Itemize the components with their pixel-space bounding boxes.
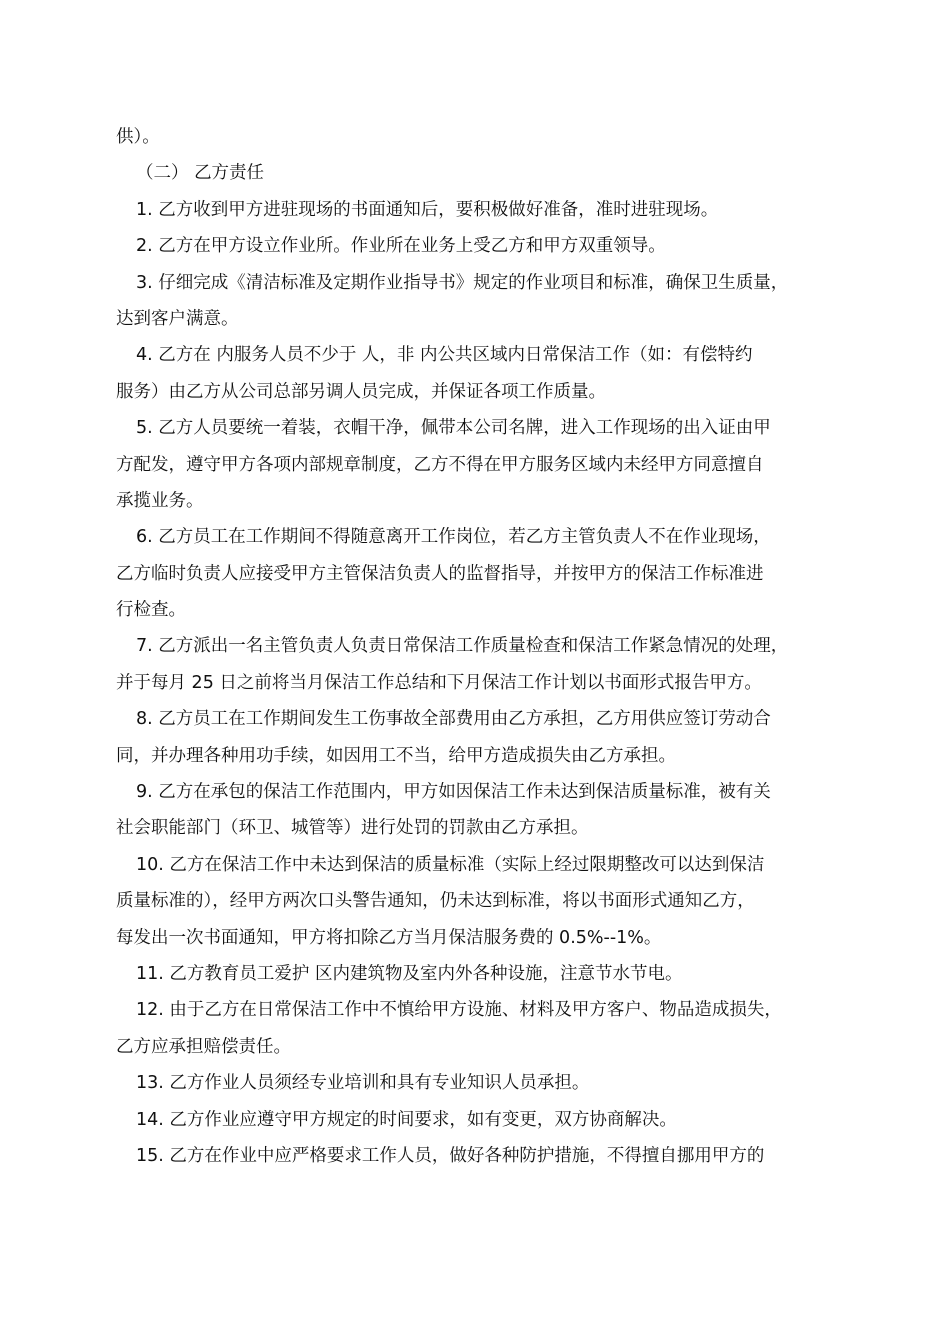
paragraph-line: 达到客户满意。 — [116, 308, 239, 329]
paragraph-line: 方配发，遵守甲方各项内部规章制度，乙方不得在甲方服务区域内未经甲方同意擅自 — [116, 454, 764, 475]
paragraph-first-line: 8. 乙方员工在工作期间发生工伤事故全部费用由乙方承担，乙方用供应签订劳动合 — [136, 709, 771, 730]
paragraph-line: 社会职能部门（环卫、城管等）进行处罚的罚款由乙方承担。 — [116, 818, 589, 839]
paragraph-first-line: 10. 乙方在保洁工作中未达到保洁的质量标准（实际上经过限期整改可以达到保洁 — [136, 854, 765, 875]
document-page — [116, 119, 838, 1174]
paragraph — [116, 847, 838, 956]
paragraph-line: 乙方应承担赔偿责任。 — [116, 1036, 291, 1057]
paragraph — [116, 228, 838, 264]
paragraph — [116, 956, 838, 992]
paragraph-line: 乙方临时负责人应接受甲方主管保洁负责人的监督指导，并按甲方的保洁工作标准进 — [116, 563, 764, 584]
paragraph-first-line: 14. 乙方作业应遵守甲方规定的时间要求，如有变更，双方协商解决。 — [136, 1109, 677, 1130]
paragraph-first-line: 15. 乙方在作业中应严格要求工作人员，做好各种防护措施，不得擅自挪用甲方的 — [136, 1145, 765, 1166]
paragraph — [116, 628, 838, 701]
paragraph-first-line: 3. 仔细完成《清洁标准及定期作业指导书》规定的作业项目和标准，确保卫生质量， — [136, 272, 789, 293]
paragraph-first-line: 7. 乙方派出一名主管负责人负责日常保洁工作质量检查和保洁工作紧急情况的处理， — [136, 636, 789, 657]
paragraph — [116, 337, 838, 410]
paragraph — [116, 519, 838, 628]
paragraph — [116, 1065, 838, 1101]
paragraph-first-line: 2. 乙方在甲方设立作业所。作业所在业务上受乙方和甲方双重领导。 — [136, 236, 666, 257]
paragraph-line: 行检查。 — [116, 600, 186, 621]
paragraph-line: 每发出一次书面通知，甲方将扣除乙方当月保洁服务费的 0.5%--1%。 — [116, 927, 662, 948]
paragraph — [116, 192, 838, 228]
paragraph — [116, 1138, 838, 1174]
paragraph-first-line: 1. 乙方收到甲方进驻现场的书面通知后，要积极做好准备，准时进驻现场。 — [136, 199, 719, 220]
paragraph — [116, 774, 838, 847]
paragraph-list — [116, 192, 838, 1175]
paragraph-first-line: 6. 乙方员工在工作期间不得随意离开工作岗位，若乙方主管负责人不在作业现场， — [136, 527, 771, 548]
paragraph-line: 质量标准的），经甲方两次口头警告通知，仍未达到标准，将以书面形式通知乙方， — [116, 891, 755, 912]
paragraph-first-line: 11. 乙方教育员工爱护 区内建筑物及室内外各种设施，注意节水节电。 — [136, 963, 683, 984]
continuation-line: 供）。 — [116, 127, 160, 147]
section-heading: （二） 乙方责任 — [136, 163, 265, 184]
paragraph-line: 并于每月 25 日之前将当月保洁工作总结和下月保洁工作计划以书面形式报告甲方。 — [116, 672, 762, 693]
paragraph-first-line: 4. 乙方在 内服务人员不少于 人，非 内公共区域内日常保洁工作（如：有偿特约 — [136, 345, 753, 366]
paragraph-line: 服务）由乙方从公司总部另调人员完成，并保证各项工作质量。 — [116, 381, 606, 402]
paragraph-first-line: 12. 由于乙方在日常保洁工作中不慎给甲方设施、材料及甲方客户、物品造成损失， — [136, 1000, 782, 1021]
paragraph-line: 承揽业务。 — [116, 490, 204, 511]
paragraph-first-line: 9. 乙方在承包的保洁工作范围内，甲方如因保洁工作未达到保洁质量标准，被有关 — [136, 782, 771, 803]
paragraph — [116, 1102, 838, 1138]
paragraph — [116, 992, 838, 1065]
paragraph-first-line: 5. 乙方人员要统一着装，衣帽干净，佩带本公司名牌，进入工作现场的出入证由甲 — [136, 418, 771, 439]
paragraph — [116, 701, 838, 774]
paragraph — [116, 265, 838, 338]
paragraph-first-line: 13. 乙方作业人员须经专业培训和具有专业知识人员承担。 — [136, 1073, 590, 1094]
paragraph — [116, 410, 838, 519]
paragraph-line: 同，并办理各种用功手续，如因用工不当，给甲方造成损失由乙方承担。 — [116, 745, 676, 766]
